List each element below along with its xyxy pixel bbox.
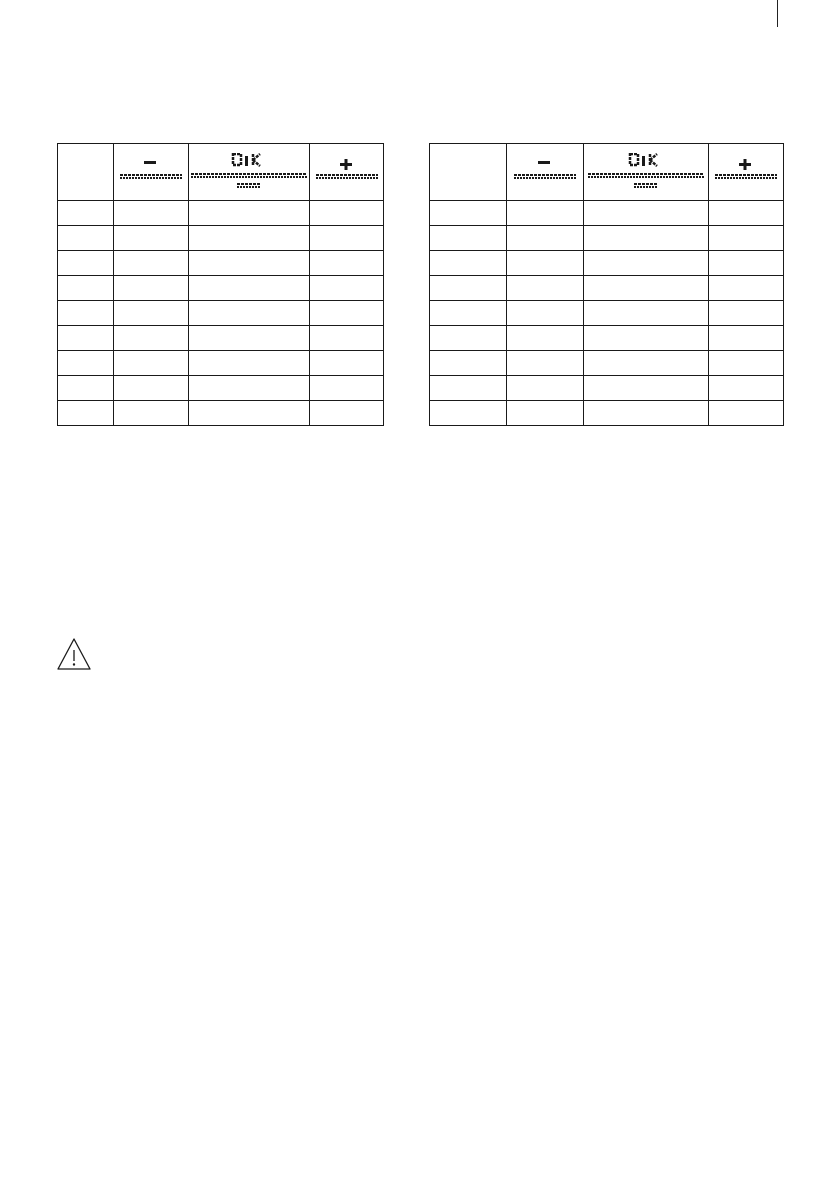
table-cell — [507, 251, 584, 276]
table-cell — [189, 401, 310, 426]
table-cell — [584, 376, 709, 401]
table-row — [430, 226, 784, 251]
header-cell-empty — [58, 144, 114, 201]
table-cell — [58, 201, 114, 226]
table-cell — [584, 301, 709, 326]
table-header-row — [58, 144, 384, 201]
table-cell — [430, 401, 507, 426]
table-cell — [310, 326, 384, 351]
warning-triangle-icon — [56, 637, 92, 671]
table-cell — [58, 376, 114, 401]
table-row — [430, 201, 784, 226]
table-header-row — [430, 144, 784, 201]
table-cell — [709, 401, 784, 426]
table-cell — [709, 201, 784, 226]
header-cell-glyph — [310, 144, 384, 201]
table-cell — [114, 251, 189, 276]
table-cell — [310, 201, 384, 226]
table-cell — [189, 376, 310, 401]
table-cell — [430, 201, 507, 226]
table-cell — [709, 326, 784, 351]
table-row — [58, 276, 384, 301]
table-cell — [584, 351, 709, 376]
table-row — [430, 376, 784, 401]
table-cell — [114, 401, 189, 426]
table-cell — [430, 301, 507, 326]
table-cell — [189, 251, 310, 276]
table-cell — [430, 251, 507, 276]
table-cell — [114, 301, 189, 326]
table-cell — [310, 401, 384, 426]
table-cell — [584, 401, 709, 426]
table-row — [58, 226, 384, 251]
table-cell — [709, 376, 784, 401]
table-cell — [584, 326, 709, 351]
table-cell — [310, 251, 384, 276]
table-cell — [709, 351, 784, 376]
table-cell — [507, 301, 584, 326]
table-cell — [58, 226, 114, 251]
illegible-glyph-icon — [713, 157, 779, 187]
table-cell — [189, 351, 310, 376]
table-row — [430, 401, 784, 426]
header-cell-empty — [430, 144, 507, 201]
illegible-glyph-icon — [314, 157, 380, 187]
table-left — [57, 143, 384, 426]
table-row — [430, 251, 784, 276]
table-cell — [114, 226, 189, 251]
table-cell — [114, 351, 189, 376]
table-row — [58, 301, 384, 326]
header-cell-glyph — [189, 144, 310, 201]
table-row — [58, 401, 384, 426]
table-cell — [584, 226, 709, 251]
table-cell — [58, 351, 114, 376]
table-cell — [58, 326, 114, 351]
crop-mark — [777, 0, 778, 27]
table-cell — [310, 226, 384, 251]
header-cell-glyph — [709, 144, 784, 201]
header-cell-glyph — [114, 144, 189, 201]
table-cell — [430, 351, 507, 376]
illegible-glyph-icon — [587, 153, 705, 191]
table-row — [430, 276, 784, 301]
header-cell-glyph — [507, 144, 584, 201]
illegible-glyph-icon — [512, 157, 578, 187]
table-row — [58, 351, 384, 376]
table-cell — [507, 326, 584, 351]
table-cell — [189, 326, 310, 351]
table-cell — [58, 251, 114, 276]
table-cell — [507, 226, 584, 251]
table-cell — [189, 276, 310, 301]
table-row — [430, 301, 784, 326]
table-cell — [709, 251, 784, 276]
table-right — [429, 143, 784, 426]
table-cell — [189, 226, 310, 251]
table-cell — [584, 201, 709, 226]
table-cell — [507, 276, 584, 301]
table-row — [58, 201, 384, 226]
table-cell — [430, 376, 507, 401]
table-row — [58, 251, 384, 276]
table-cell — [58, 401, 114, 426]
table-cell — [114, 201, 189, 226]
header-cell-glyph — [584, 144, 709, 201]
table-cell — [430, 326, 507, 351]
table-cell — [310, 351, 384, 376]
table-cell — [430, 226, 507, 251]
table-cell — [507, 401, 584, 426]
table-cell — [114, 276, 189, 301]
table-cell — [709, 226, 784, 251]
table-cell — [189, 301, 310, 326]
table-row — [58, 326, 384, 351]
illegible-glyph-icon — [118, 157, 184, 187]
table-cell — [310, 276, 384, 301]
table-cell — [310, 301, 384, 326]
table-row — [430, 351, 784, 376]
table-cell — [310, 376, 384, 401]
table-cell — [709, 301, 784, 326]
table-cell — [584, 276, 709, 301]
table-cell — [114, 326, 189, 351]
illegible-glyph-icon — [190, 153, 308, 191]
table-cell — [114, 376, 189, 401]
table-cell — [430, 276, 507, 301]
table-cell — [584, 251, 709, 276]
table-cell — [709, 276, 784, 301]
table-cell — [58, 301, 114, 326]
table-cell — [507, 201, 584, 226]
table-cell — [58, 276, 114, 301]
table-row — [58, 376, 384, 401]
table-cell — [189, 201, 310, 226]
table-cell — [507, 351, 584, 376]
table-cell — [507, 376, 584, 401]
table-row — [430, 326, 784, 351]
